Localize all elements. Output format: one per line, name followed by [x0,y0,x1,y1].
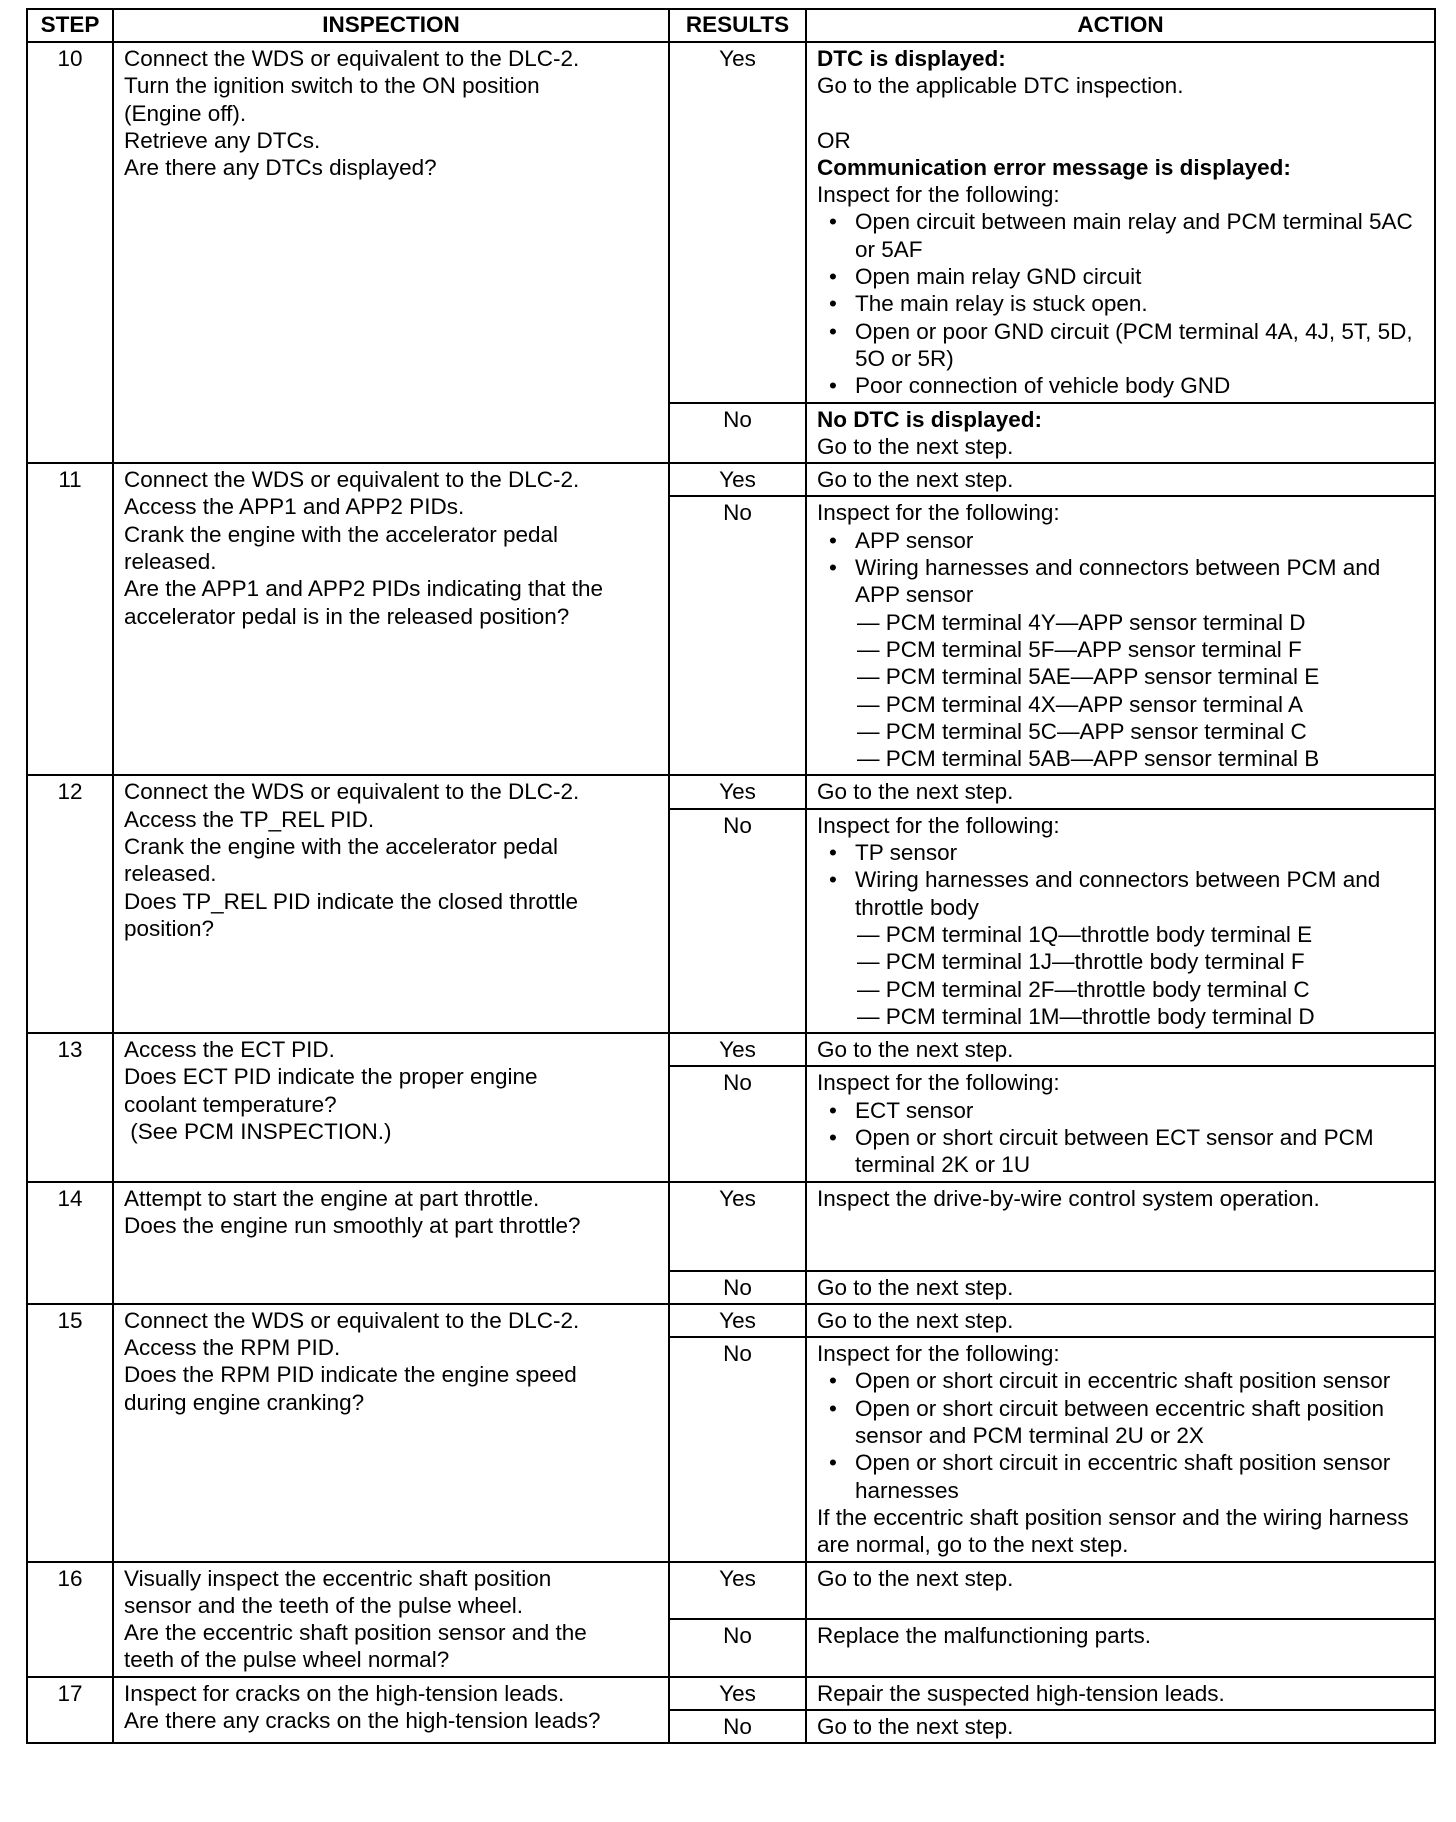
inspection-line: Crank the engine with the accelerator pedal [124,834,559,860]
action-yes: Go to the next step. [806,775,1435,808]
step-number: 13 [27,1033,113,1181]
table-row [27,1182,1435,1271]
bullet-item: • TP sensor [817,839,1424,866]
inspection-line: Inspect for cracks on the high-tension leads. [124,1680,565,1706]
inspection-line: Does ECT PID indicate the proper engine [124,1064,538,1090]
diagnostic-procedure-sheet [26,8,1434,1744]
terminal-item: — PCM terminal 1Q—throttle body terminal E [857,921,1313,947]
inspection-line: during engine cranking? [124,1389,365,1415]
bullet-item: • Poor connection of vehicle body GND [817,372,1424,399]
step-number: 17 [27,1677,113,1744]
inspection-line: Connect the WDS or equivalent to the DLC-2. [124,779,580,805]
inspection-cell [113,1033,669,1181]
step-number: 14 [27,1182,113,1304]
action-text: Inspect for the following: [817,182,1060,208]
terminal-item: — PCM terminal 4X—APP sensor terminal A [857,691,1303,717]
terminal-item: — PCM terminal 5C—APP sensor terminal C [857,718,1307,744]
inspection-line: Are there any DTCs displayed? [124,155,437,181]
action-no [806,1066,1435,1181]
action-text: Inspect for the following: [817,1341,1060,1367]
inspection-line: released. [124,861,217,887]
step-number: 10 [27,42,113,463]
header-step: STEP [27,9,113,42]
inspection-line: released. [124,549,217,575]
header-inspection: INSPECTION [113,9,669,42]
action-yes: Go to the next step. [806,1562,1435,1620]
inspection-line: Visually inspect the eccentric shaft position [124,1565,552,1591]
terminal-item: — PCM terminal 5AB—APP sensor terminal B [857,746,1320,772]
bullet-item: • APP sensor [817,527,1424,554]
bullet-item: • Open circuit between main relay and PCM terminal 5AC or 5AF [817,208,1424,263]
step-number: 16 [27,1562,113,1677]
action-no [806,403,1435,464]
step-number: 12 [27,775,113,1033]
result-yes: Yes [669,463,806,496]
action-text: Go to the applicable DTC inspection. [817,73,1184,99]
action-yes: Go to the next step. [806,1033,1435,1066]
result-yes: Yes [669,1033,806,1066]
inspection-line: sensor and the teeth of the pulse wheel. [124,1592,524,1618]
bullet-item: • Open or short circuit in eccentric shaft position sensor harnesses [817,1449,1424,1504]
bullet-item: • Open or short circuit between ECT sensor and PCM terminal 2K or 1U [817,1124,1424,1179]
inspection-cell [113,42,669,463]
bullet-item: • The main relay is stuck open. [817,290,1424,317]
terminal-item: — PCM terminal 5AE—APP sensor terminal E [857,664,1320,690]
result-no: No [669,1619,806,1677]
action-text: Inspect for the following: [817,500,1060,526]
table-row [27,1677,1435,1710]
inspection-line: Attempt to start the engine at part throttle. [124,1185,540,1211]
table-row [27,463,1435,496]
result-no: No [669,1271,806,1304]
table-row [27,775,1435,808]
inspection-line: (See PCM INSPECTION.) [124,1118,392,1144]
inspection-line: Turn the ignition switch to the ON position [124,73,540,99]
inspection-line: Connect the WDS or equivalent to the DLC-2. [124,1307,580,1333]
action-yes: Repair the suspected high-tension leads. [806,1677,1435,1710]
inspection-line: Access the RPM PID. [124,1335,341,1361]
result-yes: Yes [669,1562,806,1620]
action-text: Go to the next step. [817,433,1014,459]
header-results: RESULTS [669,9,806,42]
result-yes: Yes [669,1677,806,1710]
action-yes [806,42,1435,403]
result-yes: Yes [669,775,806,808]
action-no: Go to the next step. [806,1710,1435,1743]
action-text: OR [817,127,851,153]
inspection-line: accelerator pedal is in the released position? [124,603,570,629]
header-action: ACTION [806,9,1435,42]
inspection-line: Retrieve any DTCs. [124,127,321,153]
inspection-line: Connect the WDS or equivalent to the DLC-2. [124,467,580,493]
result-no: No [669,1710,806,1743]
result-no: No [669,809,806,1033]
terminal-item: — PCM terminal 1M—throttle body terminal D [857,1003,1315,1029]
spacer [817,100,1424,127]
terminal-item: — PCM terminal 5F—APP sensor terminal F [857,636,1302,662]
action-heading: Communication error message is displayed: [817,154,1291,180]
result-no: No [669,1337,806,1561]
bullet-item: • Wiring harnesses and connectors between PCM and APP sensor [817,554,1424,609]
inspection-line: Crank the engine with the accelerator pedal [124,521,559,547]
action-heading: DTC is displayed: [817,46,1006,71]
result-yes: Yes [669,42,806,403]
action-no [806,496,1435,775]
result-no: No [669,1066,806,1181]
inspection-cell [113,1182,669,1304]
header-row [27,9,1435,42]
result-yes: Yes [669,1304,806,1337]
inspection-cell [113,1677,669,1744]
terminal-item: — PCM terminal 4Y—APP sensor terminal D [857,609,1306,635]
inspection-line: Access the TP_REL PID. [124,806,375,832]
step-number: 11 [27,463,113,775]
table-row [27,1304,1435,1337]
action-heading: No DTC is displayed: [817,406,1043,432]
bullet-item: • Wiring harnesses and connectors between PCM and throttle body [817,866,1424,921]
action-no [806,1337,1435,1561]
bullet-item: • Open or short circuit between eccentric shaft position sensor and PCM terminal 2U or 2X [817,1395,1424,1450]
action-text: If the eccentric shaft position sensor and the wiring harness are normal, go to the next step. [817,1504,1409,1558]
inspection-cell [113,463,669,775]
action-text: Inspect for the following: [817,1070,1060,1096]
inspection-line: Does TP_REL PID indicate the closed throttle [124,888,578,914]
inspection-line: Access the ECT PID. [124,1037,335,1063]
inspection-line: coolant temperature? [124,1091,337,1117]
inspection-line: position? [124,915,215,941]
table-row [27,1562,1435,1620]
inspection-cell [113,1304,669,1562]
action-yes: Go to the next step. [806,1304,1435,1337]
inspection-line: (Engine off). [124,100,247,126]
table-row [27,1033,1435,1066]
terminal-item: — PCM terminal 2F—throttle body terminal C [857,976,1310,1002]
inspection-cell [113,775,669,1033]
inspection-line: Are the eccentric shaft position sensor and the [124,1620,587,1646]
bullet-item: • ECT sensor [817,1097,1424,1124]
action-yes: Go to the next step. [806,463,1435,496]
inspection-cell [113,1562,669,1677]
inspection-line: Does the RPM PID indicate the engine speed [124,1362,577,1388]
action-no: Replace the malfunctioning parts. [806,1619,1435,1677]
table-row [27,42,1435,403]
action-no: Go to the next step. [806,1271,1435,1304]
action-no [806,809,1435,1033]
bullet-item: • Open or poor GND circuit (PCM terminal 4A, 4J, 5T, 5D, 5O or 5R) [817,318,1424,373]
inspection-line: Are there any cracks on the high-tension leads? [124,1708,601,1734]
inspection-line: teeth of the pulse wheel normal? [124,1647,450,1673]
result-no: No [669,403,806,464]
inspection-line: Does the engine run smoothly at part throttle? [124,1212,581,1238]
action-text: Inspect for the following: [817,812,1060,838]
inspection-line: Access the APP1 and APP2 PIDs. [124,494,465,520]
inspection-table [26,8,1436,1744]
bullet-item: • Open or short circuit in eccentric shaft position sensor [817,1367,1424,1394]
result-no: No [669,496,806,775]
terminal-item: — PCM terminal 1J—throttle body terminal F [857,949,1305,975]
step-number: 15 [27,1304,113,1562]
inspection-line: Are the APP1 and APP2 PIDs indicating that the [124,576,604,602]
bullet-item: • Open main relay GND circuit [817,263,1424,290]
action-yes: Inspect the drive-by-wire control system operation. [806,1182,1435,1271]
result-yes: Yes [669,1182,806,1271]
inspection-line: Connect the WDS or equivalent to the DLC-2. [124,46,580,71]
